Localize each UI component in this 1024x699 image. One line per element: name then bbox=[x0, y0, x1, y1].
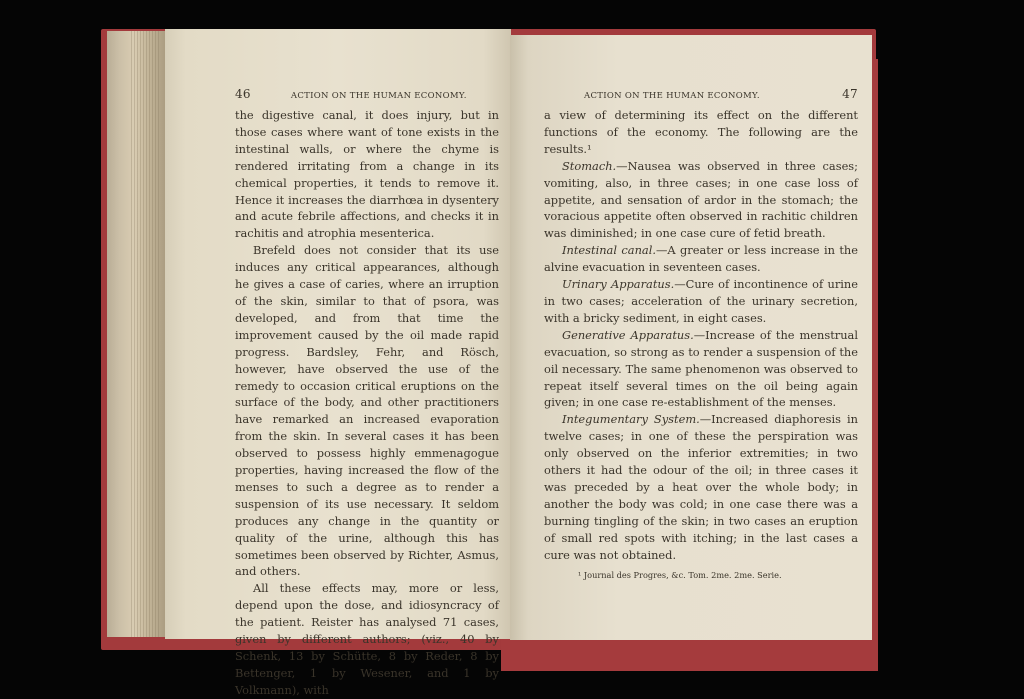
right-page-body bbox=[544, 107, 858, 581]
entry-heading: Stomach. bbox=[562, 158, 617, 173]
entry-text: —A greater or less increase in the alvine evacuation in seventeen cases. bbox=[544, 243, 859, 275]
entry-text: —Increased diaphoresis in twelve cases; in one of these the perspiration was only observed on the inferior extremities; in two others it had the odour of the oil; in three cases it was preceded by a heat over the whole body; in another the body was cold; in one case there was a burning tingling of the skin; in two cases an eruption of small red spots with itching; in the last cases a cure was not obtained. bbox=[544, 412, 858, 562]
entry-urinary-apparatus bbox=[544, 276, 858, 327]
entry-heading: Urinary Apparatus. bbox=[562, 277, 675, 292]
entry-heading: Generative Apparatus. bbox=[562, 327, 694, 342]
entry-intestinal-canal bbox=[544, 242, 858, 276]
right-page-number: 47 bbox=[842, 87, 858, 101]
left-running-head: ACTION ON THE HUMAN ECONOMY. bbox=[290, 91, 467, 101]
open-book bbox=[101, 27, 878, 697]
left-page-body bbox=[235, 107, 499, 699]
paragraph: a view of determining its effect on the different functions of the economy. The following are the results.¹ bbox=[544, 108, 858, 156]
paragraph: the digestive canal, it does injury, but in those cases where want of tone exists in the intestinal walls, or where the chyme is rendered irritating from a change in its chemical properties, it tends to remove it. Hence it increases the diarrhœa in dysentery and acute febrile affections, and checks it in rachitis and atrophia mesenterica. bbox=[235, 108, 499, 241]
footnote: ¹ Journal des Progres, &c. Tom. 2me. 2me. Serie. bbox=[578, 570, 782, 581]
left-page bbox=[165, 29, 511, 697]
entry-text: —Increase of the menstrual evacuation, so strong as to render a suspension of the oil necessary. The same phenomenon was observed to repeat itself several times on the oil being again given; in one case re-establishment of the menses. bbox=[544, 327, 858, 410]
entry-heading: Integumentary System. bbox=[562, 412, 700, 427]
right-page-header bbox=[544, 87, 858, 107]
right-running-head: ACTION ON THE HUMAN ECONOMY. bbox=[584, 91, 760, 101]
entry-stomach bbox=[544, 158, 858, 243]
paragraph: Brefeld does not consider that its use induces any critical appearances, although he gives a case of caries, where an irruption of the skin, similar to that of psora, was developed, and from that time the improvement caused by the oil made rapid progress. Bardsley, Fehr, and Rösch, however, have observed the use of the remedy to occasion critical eruptions on the surface of the body, and other practitioners have remarked an increased evaporation from the skin. In several cases it has been observed to possess highly emmenagogue properties, having increased the flow of the menses to such a degree as to render a suspension of its use necessary. It seldom produces any change in the quantity or quality of the urine, although this has sometimes been observed by Richter, Asmus, and others. bbox=[235, 243, 499, 579]
entry-text: —Nausea was observed in three cases; vomiting, also, in three cases; in one case loss of appetite, and sensation of ardor in the stomach; the voracious appetite often observed in rachitic children was diminished; in one case cure of fetid breath. bbox=[544, 158, 858, 241]
left-page-number: 46 bbox=[235, 87, 251, 101]
right-page bbox=[510, 35, 872, 640]
entry-heading: Intestinal canal. bbox=[562, 243, 656, 258]
entry-integumentary-system bbox=[544, 411, 858, 563]
entry-generative-apparatus bbox=[544, 327, 858, 412]
paragraph: All these effects may, more or less, depend upon the dose, and idiosyncracy of the patient. Reister has analysed 71 cases, given by different authors; (viz., 40 by Schenk, 13 by Schütte, 8 by Reder, 8 by Bettenger, 1 by Wesener, and 1 by Volkmann), with bbox=[235, 581, 499, 697]
left-page-header bbox=[235, 87, 499, 107]
page-edges-texture bbox=[131, 31, 161, 637]
entry-text: —Cure of incontinence of urine in two cases; acceleration of the urinary secretion, with a bricky sediment, in eight cases. bbox=[544, 277, 858, 325]
